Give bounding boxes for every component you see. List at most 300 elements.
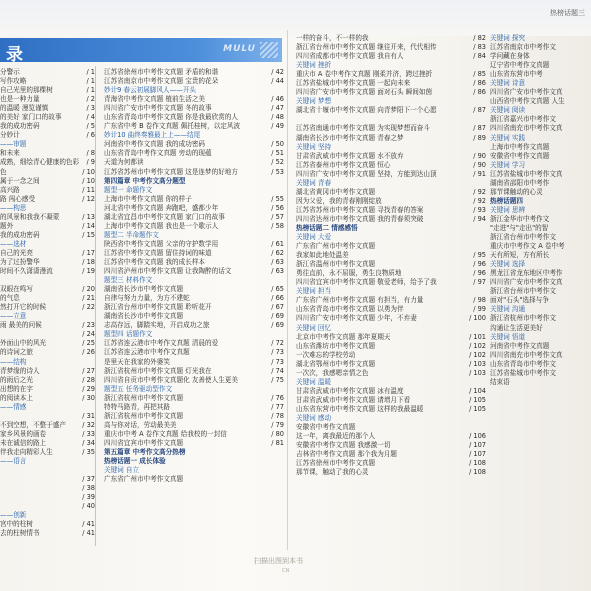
toc-entry-title: 安徽省中考作文真题 bbox=[296, 423, 356, 432]
toc-entry-title: 青梦缘的诗人 bbox=[0, 366, 40, 375]
toc-entry bbox=[490, 43, 591, 52]
toc-entry-title: 重庆市 A 卷中考作文真题 刚柔并济，跨过挫折 bbox=[296, 70, 433, 79]
toc-entry-title: 浙江省杭州市中考作文真题 bbox=[104, 393, 184, 402]
toc-entry bbox=[296, 197, 486, 206]
toc-entry-title: 分警示 bbox=[0, 68, 20, 76]
toc-entry-title: 志高存远，脚踏实地，开启成功之旅 bbox=[104, 321, 210, 330]
toc-entry bbox=[296, 215, 486, 224]
toc-entry-page: / 87 bbox=[473, 124, 486, 133]
toc-entry bbox=[296, 423, 486, 432]
toc-entry-title: 关键词 阅读 bbox=[490, 106, 526, 115]
toc-entry-page: / 91 bbox=[473, 169, 486, 178]
toc-entry bbox=[296, 152, 486, 161]
toc-entry bbox=[490, 242, 591, 251]
toc-entry-page: / 86 bbox=[473, 88, 486, 97]
toc-entry bbox=[104, 348, 284, 357]
toc-entry-title: 然打开它的时候 bbox=[0, 303, 47, 312]
toc-entry-page: / 11 bbox=[82, 185, 95, 194]
toc-entry-title: 那节课触动的心灵 bbox=[490, 187, 543, 196]
toc-entry-title: 面对"石头"选择与争 bbox=[490, 296, 549, 305]
toc-entry bbox=[296, 170, 486, 179]
toc-entry-page: / 82 bbox=[473, 34, 486, 42]
toc-entry-title: 上海市中考作文真题 我也是一个歌示人 bbox=[104, 221, 219, 230]
toc-entry-page: / 39 bbox=[82, 493, 95, 502]
toc-entry bbox=[296, 260, 486, 269]
toc-entry-page: / 2 bbox=[86, 95, 95, 104]
toc-entry-page: / 83 bbox=[473, 43, 486, 52]
toc-entry-page: / 87 bbox=[473, 106, 486, 115]
toc-entry-page: / 13 bbox=[82, 212, 95, 221]
toc-entry-title: 重庆市中考作文 A 卷中考 bbox=[490, 242, 565, 251]
toc-entry bbox=[296, 79, 486, 88]
toc-entry-title: 题型五 任务驱动型作文 bbox=[104, 384, 173, 393]
toc-entry-title: ——构思 bbox=[0, 203, 27, 212]
toc-entry bbox=[296, 52, 486, 61]
toc-entry bbox=[104, 358, 284, 367]
toc-entry-title: 关键词 坚持 bbox=[296, 142, 332, 151]
toc-entry-title: 我的成功密码 bbox=[0, 230, 40, 239]
toc-entry-title: ——情感 bbox=[0, 402, 27, 411]
toc-entry bbox=[296, 414, 486, 423]
toc-entry-title: 江苏省苏州市中考作文真题 这是连梦的好地方 bbox=[104, 167, 238, 176]
toc-entry bbox=[0, 213, 95, 222]
toc-entry-title: 属于一念之间 bbox=[0, 176, 40, 185]
column-divider bbox=[95, 66, 96, 546]
page-title: 录 bbox=[6, 45, 25, 65]
toc-entry-title: 特特马路青，再把其路 bbox=[104, 402, 170, 411]
toc-entry bbox=[0, 330, 95, 339]
toc-entry-title: 江苏省盐城市中考作文真 bbox=[490, 169, 563, 178]
toc-entry-title: 关键词 选择 bbox=[490, 260, 526, 269]
toc-entry bbox=[104, 285, 284, 294]
toc-entry-title: 四川省宜宾市中考作文真题 bbox=[104, 438, 184, 447]
toc-entry-page: / 4 bbox=[86, 113, 95, 122]
toc-entry bbox=[104, 177, 284, 186]
toc-entry-title: 重庆市中考 A 卷作文真题 给我校的一封信 bbox=[104, 429, 227, 438]
toc-entry-page: / 103 bbox=[469, 359, 486, 368]
toc-entry bbox=[0, 168, 95, 177]
toc-entry-title: ——审题 bbox=[0, 140, 27, 149]
toc-entry bbox=[296, 115, 486, 124]
toc-banner bbox=[0, 38, 282, 65]
toc-entry bbox=[104, 104, 284, 113]
toc-entry-title: 浙江省杭州市中考作文真题 bbox=[104, 411, 184, 420]
toc-entry bbox=[104, 439, 284, 448]
toc-entry bbox=[0, 294, 95, 303]
toc-entry bbox=[0, 95, 95, 104]
toc-entry bbox=[296, 206, 486, 215]
toc-entry-title: ——选材 bbox=[0, 239, 27, 248]
toc-entry bbox=[490, 152, 591, 161]
toc-entry bbox=[0, 222, 95, 231]
toc-entry bbox=[296, 305, 486, 314]
toc-entry bbox=[490, 314, 591, 323]
toc-entry-page: / 107 bbox=[469, 450, 486, 459]
toc-entry-title: 四川省泸州市中考作文真题 让我陶醉的话文 bbox=[104, 267, 232, 276]
toc-entry-title: 浙江省台州市中考作文 bbox=[490, 287, 556, 296]
toc-entry-title: 浙江省台州市中考作文真题 继往开来，代代相传 bbox=[296, 43, 437, 52]
toc-entry-page: / 89 bbox=[473, 133, 486, 142]
toc-entry bbox=[490, 161, 591, 170]
toc-entry-title: 关键词 沟通 bbox=[490, 305, 526, 314]
toc-entry bbox=[0, 195, 95, 204]
toc-entry bbox=[296, 296, 486, 305]
toc-entry-title: 山东省青岛市中考作文 bbox=[490, 359, 556, 368]
toc-entry-title: 为了过扮警华 bbox=[0, 257, 40, 266]
toc-entry-title: 的阅读本上 bbox=[0, 393, 33, 402]
toc-entry bbox=[0, 267, 95, 276]
toc-entry-page: / 73 bbox=[271, 348, 284, 357]
toc-entry-page: / 15 bbox=[82, 230, 95, 239]
toc-entry-title: 天有所短，方有所长 bbox=[490, 251, 550, 260]
toc-entry-page: / 104 bbox=[469, 386, 486, 395]
toc-entry bbox=[0, 412, 95, 421]
toc-entry-page: / 63 bbox=[271, 257, 284, 266]
toc-entry bbox=[0, 502, 95, 511]
toc-entry bbox=[104, 258, 284, 267]
toc-entry-title: 学问藏在身体 bbox=[490, 52, 530, 61]
toc-entry-title: 江苏省徐州市中考作文真题 bbox=[296, 459, 376, 468]
toc-entry-title: 是里天在我家的外婆笑 bbox=[104, 357, 170, 366]
toc-entry-page: / 56 bbox=[271, 203, 284, 212]
toc-entry bbox=[0, 68, 95, 77]
toc-entry-page: / 6 bbox=[86, 131, 95, 140]
toc-entry-title: 江苏省苏州市中考作文真题 寻找青春的答案 bbox=[296, 205, 424, 214]
toc-entry bbox=[104, 457, 284, 466]
toc-entry-title: 安徽省中考作文真题 bbox=[490, 151, 550, 160]
toc-entry-page: / 81 bbox=[271, 438, 284, 447]
toc-entry-title: 广东省广州市中考作文真题 bbox=[104, 475, 184, 484]
toc-entry-title: 题型一 命题作文 bbox=[104, 185, 153, 194]
toc-entry-title: 湖北省黄冈市中考作文真题 bbox=[296, 187, 376, 196]
toc-entry-title: ——创新 bbox=[0, 511, 27, 520]
toc-entry-page: / 67 bbox=[271, 303, 284, 312]
toc-entry-title: 雨 最美的问候 bbox=[0, 321, 42, 330]
toc-entry-title: 湖北省宜昌市中考作文真题 家门口的故事 bbox=[104, 212, 225, 221]
toc-entry-title: 四川省成都市中考作文真题 我自有人 bbox=[296, 52, 404, 61]
toc-entry-title: 出想的在字 bbox=[0, 384, 33, 393]
toc-entry-title: 关键词 感动 bbox=[296, 413, 332, 422]
toc-entry bbox=[296, 333, 486, 342]
toc-entry-page: / 1 bbox=[86, 86, 95, 95]
toc-entry-title: 关键词 学习 bbox=[490, 160, 526, 169]
toc-entry-page: / 103 bbox=[469, 368, 486, 377]
toc-entry bbox=[0, 113, 95, 122]
toc-entry-title: 江苏省中考作文真题 留住持词的味道 bbox=[104, 248, 212, 257]
toc-entry-title: 安徽省中考作文真题 我感激一切 bbox=[296, 441, 391, 450]
toc-entry-page: / 49 bbox=[271, 122, 284, 131]
toc-entry bbox=[490, 233, 591, 242]
toc-entry-page: / 74 bbox=[271, 366, 284, 375]
toc-entry-page: / 44 bbox=[271, 77, 284, 86]
toc-entry-page: / 99 bbox=[473, 305, 486, 314]
toc-entry-title: 我家如此地处温差 bbox=[296, 251, 349, 260]
toc-entry bbox=[296, 378, 486, 387]
toc-entry-title: 题型三 材料作文 bbox=[104, 276, 153, 285]
toc-entry-title: 关键词 探究 bbox=[490, 34, 526, 42]
toc-entry-page: / 19 bbox=[82, 267, 95, 276]
toc-entry bbox=[104, 113, 284, 122]
toc-entry-page: / 32 bbox=[82, 420, 95, 429]
toc-entry-title: 浙江省嘉兴市中考作文 bbox=[490, 115, 556, 124]
toc-entry-title: 的美好 家门口的故事 bbox=[0, 113, 62, 122]
toc-entry-title: 四川省广安市中考作文真 bbox=[490, 88, 563, 97]
toc-entry bbox=[104, 294, 284, 303]
toc-entry bbox=[490, 170, 591, 179]
toc-entry-title: 甘肃省武威市中考作文真题 水不放弃 bbox=[296, 151, 404, 160]
toc-entry-page: / 63 bbox=[271, 267, 284, 276]
toc-entry-title: 四川省广安市中考作文真题 少年，不弃妻 bbox=[296, 314, 417, 323]
toc-entry bbox=[104, 421, 284, 430]
toc-entry bbox=[490, 369, 591, 378]
toc-entry bbox=[490, 296, 591, 305]
toc-entry-title: 宫中的柱树 bbox=[0, 520, 33, 529]
toc-entry-page: / 31 bbox=[82, 411, 95, 420]
toc-entry bbox=[0, 158, 95, 167]
page-gutter bbox=[287, 30, 288, 550]
toc-entry-title: 湖南省邵阳市中考作 bbox=[490, 178, 550, 187]
toc-entry-title: 山东省青岛中考作文真题 旁动的现蕴 bbox=[104, 149, 212, 158]
toc-entry-title: 去的柱树情书 bbox=[0, 529, 40, 538]
toc-entry-page: / 10 bbox=[82, 176, 95, 185]
toc-column-2 bbox=[104, 68, 284, 484]
toc-entry bbox=[104, 312, 284, 321]
toc-entry-title: 时间不久潇潇漫流 bbox=[0, 267, 53, 276]
toc-entry bbox=[296, 70, 486, 79]
toc-entry-title: 四川省自贡市中考作文真题化 友善使人生更美 bbox=[104, 375, 238, 384]
toc-entry bbox=[490, 251, 591, 260]
toc-entry bbox=[0, 511, 95, 520]
toc-entry-page: / 20 bbox=[82, 285, 95, 294]
toc-column-1 bbox=[0, 68, 95, 538]
toc-entry-page: / 50 bbox=[271, 140, 284, 149]
toc-entry-title: 的诗词之旅 bbox=[0, 348, 33, 357]
toc-entry bbox=[0, 231, 95, 240]
toc-entry-title: 关键词 担当 bbox=[296, 287, 332, 296]
toc-entry-title: 青海省中考作文真题 植前生活之美 bbox=[104, 95, 206, 104]
toc-entry bbox=[490, 305, 591, 314]
toc-entry bbox=[104, 403, 284, 412]
toc-entry-title: "走进"与"走出"的智 bbox=[490, 223, 549, 232]
toc-entry-title: 关键词 大爱 bbox=[296, 233, 332, 242]
toc-entry-page: / 41 bbox=[82, 520, 95, 529]
toc-entry bbox=[490, 124, 591, 133]
toc-entry bbox=[104, 240, 284, 249]
toc-entry bbox=[104, 466, 284, 475]
toc-entry-page: / 38 bbox=[82, 484, 95, 493]
toc-entry bbox=[104, 249, 284, 258]
toc-entry-title: 湖北省十堰市中考作文真题 向青梦阳下一个心愿 bbox=[296, 106, 437, 115]
toc-entry bbox=[104, 385, 284, 394]
toc-entry-title: 江苏省南通市中考作文真题 为实现梦想而奋斗 bbox=[296, 124, 430, 133]
toc-entry-title: 题型二 半命题作文 bbox=[104, 230, 159, 239]
toc-entry-title: 双眼在鸣写 bbox=[0, 285, 33, 294]
toc-entry-title: 四川省广安市中考作文真题 坚持，方能到达山顶 bbox=[296, 169, 437, 178]
toc-entry bbox=[490, 134, 591, 143]
toc-entry-page: / 79 bbox=[271, 420, 284, 429]
toc-entry bbox=[0, 140, 95, 149]
toc-entry bbox=[0, 493, 95, 502]
toc-entry-page: / 76 bbox=[271, 393, 284, 402]
toc-entry bbox=[104, 158, 284, 167]
toc-entry-title: 也是一种力量 bbox=[0, 95, 40, 104]
toc-entry-title: 因为父爱，我的青春刚刚绽放 bbox=[296, 196, 382, 205]
toc-entry-title: 上海市中考作文真题 bbox=[490, 142, 550, 151]
toc-entry bbox=[490, 206, 591, 215]
toc-entry-title: 北京市中考作文真题 那年夏期天 bbox=[296, 332, 391, 341]
toc-entry-title: 江苏省南京市中考作文 bbox=[490, 43, 556, 52]
toc-entry bbox=[0, 77, 95, 86]
toc-entry-page: / 94 bbox=[473, 214, 486, 223]
toc-entry-title: 江苏省徐州市中考作文真题 矛盾的和谐 bbox=[104, 68, 219, 76]
toc-entry-title: 关键词 实践 bbox=[490, 133, 526, 142]
toc-entry bbox=[0, 439, 95, 448]
toc-entry-page: / 57 bbox=[271, 212, 284, 221]
toc-entry-title: 关键词 诗意 bbox=[490, 79, 526, 88]
toc-entry bbox=[296, 459, 486, 468]
toc-entry bbox=[104, 222, 284, 231]
toc-entry bbox=[296, 43, 486, 52]
toc-entry-title: 色 bbox=[0, 167, 7, 176]
toc-entry-title: 四川省南充市中考作文真 bbox=[490, 124, 563, 133]
toc-entry-title: 成熟，细绘青心健康的色彩 bbox=[0, 158, 80, 167]
toc-entry bbox=[104, 475, 284, 484]
toc-entry bbox=[0, 457, 95, 466]
toc-entry-title: 江苏省中考作文真题 我的成长样本 bbox=[104, 257, 206, 266]
toc-entry-page: / 61 bbox=[271, 239, 284, 248]
toc-entry bbox=[296, 432, 486, 441]
toc-entry bbox=[0, 131, 95, 140]
toc-entry-title: 关键词 青春 bbox=[296, 178, 332, 187]
toc-entry-title: 的雨后之光 bbox=[0, 375, 33, 384]
toc-entry bbox=[104, 213, 284, 222]
toc-entry-title: 结束语 bbox=[490, 377, 510, 386]
toc-entry-page: / 23 bbox=[82, 321, 95, 330]
toc-entry-page: / 84 bbox=[473, 52, 486, 61]
toc-entry bbox=[490, 260, 591, 269]
toc-entry bbox=[490, 97, 591, 106]
toc-entry-page: / 75 bbox=[271, 375, 284, 384]
toc-entry bbox=[0, 104, 95, 113]
toc-entry-title: 热榜话题四 bbox=[490, 196, 523, 205]
toc-entry-page: / 95 bbox=[473, 251, 486, 260]
toc-entry-page: / 107 bbox=[469, 441, 486, 450]
toc-entry bbox=[104, 77, 284, 86]
toc-entry bbox=[490, 52, 591, 61]
toc-entry bbox=[104, 195, 284, 204]
toc-entry bbox=[0, 312, 95, 321]
toc-entry-title: 广东省广州市中考作文真题 有担当，有力量 bbox=[296, 296, 424, 305]
toc-entry-page: / 62 bbox=[271, 248, 284, 257]
toc-entry-page: / 26 bbox=[82, 348, 95, 357]
toc-entry-title: 江苏省连云港市中考作文真题 bbox=[104, 348, 190, 357]
toc-entry-page: / 108 bbox=[469, 459, 486, 468]
toc-entry-title: 湖南省长沙市中考作文真题 青春之梦 bbox=[296, 133, 404, 142]
toc-entry-title: 题外 bbox=[0, 221, 14, 230]
toc-entry-page: / 40 bbox=[82, 502, 95, 511]
toc-entry-page: / 24 bbox=[82, 330, 95, 339]
toc-entry bbox=[104, 86, 284, 95]
toc-entry-page: / 102 bbox=[469, 350, 486, 359]
toc-entry-page: / 97 bbox=[473, 278, 486, 287]
footer-subtext: CN bbox=[282, 568, 290, 574]
toc-entry-title: 这一年，离我最近的那个人 bbox=[296, 432, 376, 441]
toc-entry-title: 湖南省长沙市中考作文真题 bbox=[104, 312, 184, 321]
toc-entry bbox=[490, 70, 591, 79]
toc-entry-title: 四川省宜宾市中考作文真题 敬爱老师，给予了我 bbox=[296, 278, 437, 287]
toc-entry bbox=[490, 188, 591, 197]
toc-entry-title: 不到空想，不整于盛产 bbox=[0, 420, 66, 429]
toc-entry bbox=[104, 131, 284, 140]
toc-entry-page: / 10 bbox=[82, 167, 95, 176]
toc-entry bbox=[296, 233, 486, 242]
toc-entry-page: / 30 bbox=[82, 393, 95, 402]
toc-entry bbox=[296, 224, 486, 233]
toc-entry bbox=[0, 303, 95, 312]
toc-entry-page: / 3 bbox=[86, 104, 95, 113]
toc-entry-page: / 35 bbox=[82, 447, 95, 456]
toc-entry bbox=[296, 369, 486, 378]
toc-entry-title: 浙江省杭州市中考作文 bbox=[490, 314, 556, 323]
toc-entry bbox=[0, 276, 95, 285]
toc-entry-title: 浙江省台州市中考作文真题 聆听花开 bbox=[104, 303, 212, 312]
toc-entry bbox=[0, 177, 95, 186]
toc-entry bbox=[296, 387, 486, 396]
toc-entry-page: / 17 bbox=[82, 248, 95, 257]
toc-entry-title: 四川省广安市中考作文真题 冬的故事 bbox=[104, 104, 212, 113]
toc-entry bbox=[0, 240, 95, 249]
toc-entry bbox=[490, 287, 591, 296]
toc-entry-page: / 25 bbox=[82, 339, 95, 348]
toc-entry-page: / 96 bbox=[473, 260, 486, 269]
toc-entry-title: 勇往直前，永不屈服，勇生良物质地 bbox=[296, 269, 402, 278]
toc-entry bbox=[490, 378, 591, 387]
toc-entry bbox=[490, 342, 591, 351]
toc-entry-title: 四川省南充市中考作文真 bbox=[490, 350, 563, 359]
toc-entry bbox=[490, 106, 591, 115]
toc-entry-title: 题型四 话题作文 bbox=[104, 330, 153, 339]
toc-entry-title: 自律与努力力量，为方不建蛇 bbox=[104, 294, 190, 303]
toc-entry bbox=[296, 324, 486, 333]
toc-entry-title: 浙江省杭州市中考作文真题 灯光我在 bbox=[104, 366, 212, 375]
toc-entry-title: 湖北省鄂州市中考作文真题 bbox=[296, 359, 376, 368]
toc-entry bbox=[104, 412, 284, 421]
toc-entry bbox=[0, 385, 95, 394]
toc-entry-page: / 42 bbox=[271, 68, 284, 76]
toc-entry bbox=[296, 34, 486, 43]
toc-entry-title: 高与你对话，劳动最美美 bbox=[104, 420, 177, 429]
toc-entry-page: / 34 bbox=[82, 438, 95, 447]
toc-entry bbox=[490, 360, 591, 369]
toc-entry bbox=[0, 122, 95, 131]
toc-entry bbox=[296, 360, 486, 369]
toc-entry bbox=[0, 258, 95, 267]
toc-entry-title: 河南省中考作文真题 我的成功密码 bbox=[104, 140, 206, 149]
toc-entry-page: / 55 bbox=[271, 194, 284, 203]
toc-entry bbox=[104, 303, 284, 312]
toc-entry bbox=[0, 367, 95, 376]
toc-entry bbox=[0, 249, 95, 258]
toc-entry bbox=[490, 224, 591, 233]
toc-entry-page: / 41 bbox=[82, 529, 95, 538]
toc-entry bbox=[490, 88, 591, 97]
toc-entry-title: 山东省青岛市中考作文真题 以勇为伴 bbox=[296, 305, 404, 314]
toc-entry-title: 甘肃省武威市中考作文真题 冰有温度 bbox=[296, 386, 404, 395]
toc-entry bbox=[104, 140, 284, 149]
toc-entry bbox=[0, 186, 95, 195]
toc-entry-title: 江苏省南京市中考作文真题 宝贵的花朵 bbox=[104, 77, 219, 86]
toc-entry bbox=[296, 242, 486, 251]
